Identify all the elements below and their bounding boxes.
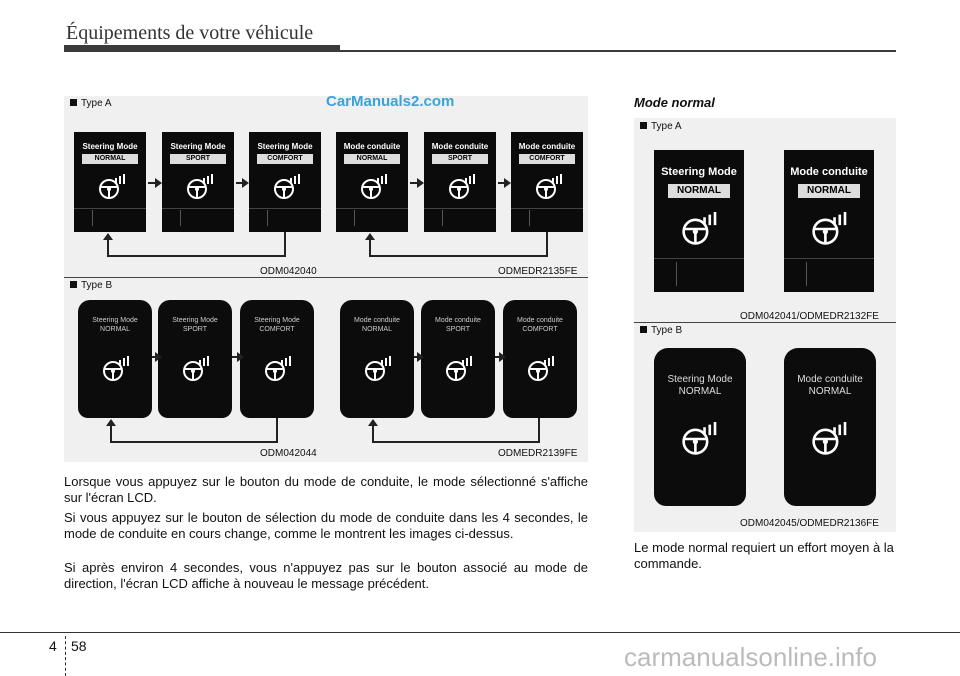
feedback-arrow [372, 425, 374, 443]
steering-wheel-icon [808, 212, 848, 246]
screen-title: Steering Mode NORMAL [667, 374, 733, 397]
feedback-arrow-head [103, 233, 113, 240]
header-rule [64, 50, 896, 52]
arrow-right [414, 356, 418, 358]
screen-mode: SPORT [432, 154, 488, 164]
screen-mode: NORMAL [668, 184, 730, 198]
screen-title: Steering Mode [170, 142, 226, 151]
feedback-arrow-head [106, 419, 116, 426]
body-paragraph: Lorsque vous appuyez sur le bouton du mode de conduite, le mode sélectionné s'affiche sur l'écran LCD. [64, 474, 588, 505]
steering-wheel-icon [262, 356, 292, 382]
arrow-right [236, 182, 243, 184]
divider [267, 210, 268, 226]
screen-title: Mode conduite COMFORT [517, 317, 563, 333]
divider [74, 208, 146, 209]
feedback-arrow [276, 418, 278, 442]
body-paragraph: Si vous appuyez sur le bouton de sélection du mode de conduite dans les 4 secondes, le mode de conduite en cours change, comme le montrent les images ci-dessus. [64, 510, 588, 541]
steering-wheel-icon [678, 422, 718, 456]
screen-type-b-en-sport [158, 300, 232, 418]
screen-title: Mode conduite SPORT [435, 317, 481, 333]
screen-title: Steering Mode SPORT [172, 317, 218, 333]
screen-title: Mode conduite [790, 166, 868, 178]
divider [354, 210, 355, 226]
screen-title: Mode conduite [431, 142, 489, 151]
feedback-arrow [369, 255, 548, 257]
screen-type-a-en-comfort [249, 132, 321, 232]
screen-title: Steering Mode [257, 142, 313, 151]
feedback-arrow [107, 239, 109, 257]
figure-divider [634, 322, 896, 323]
page-header-title: Équipements de votre véhicule [66, 22, 314, 44]
screen-type-a-fr-normal [336, 132, 408, 232]
figure-divider [64, 277, 588, 278]
feedback-arrow [369, 239, 371, 257]
divider [676, 262, 677, 286]
steering-wheel-icon [443, 356, 473, 382]
divider [784, 258, 874, 259]
steering-wheel-icon [678, 212, 718, 246]
screen-mode: NORMAL [344, 154, 400, 164]
screen-title: Mode conduite NORMAL [354, 317, 400, 333]
feedback-arrow-head [365, 233, 375, 240]
arrow-right [498, 182, 505, 184]
figure-code: ODM042040 [260, 266, 317, 277]
feedback-arrow [110, 441, 278, 443]
section-paragraph: Le mode normal requiert un effort moyen à la commande. [634, 540, 894, 571]
page-divider [65, 636, 66, 676]
divider [442, 210, 443, 226]
steering-wheel-icon [180, 356, 210, 382]
section-title: Mode normal [634, 95, 715, 110]
steering-wheel-icon [271, 174, 301, 200]
screen-title: Steering Mode [661, 166, 737, 178]
screen-mode: COMFORT [519, 154, 575, 164]
steering-wheel-icon [808, 422, 848, 456]
divider [806, 262, 807, 286]
arrow-right [495, 356, 500, 358]
screen-title: Steering Mode NORMAL [92, 317, 138, 333]
screen-mode: COMFORT [257, 154, 313, 164]
screen-type-a-en-sport [162, 132, 234, 232]
screen-normal-type-a-fr [784, 150, 874, 292]
screen-type-b-fr-normal [340, 300, 414, 418]
divider [511, 208, 583, 209]
figure-code: ODMEDR2135FE [498, 266, 578, 277]
screen-type-a-fr-sport [424, 132, 496, 232]
screen-normal-type-a-en [654, 150, 744, 292]
figure-code: ODM042045/ODMEDR2136FE [740, 518, 879, 529]
screen-normal-type-b-fr [784, 348, 876, 506]
steering-wheel-icon [358, 174, 388, 200]
screen-title: Steering Mode [82, 142, 138, 151]
feedback-arrow [372, 441, 540, 443]
screen-type-b-en-normal [78, 300, 152, 418]
feedback-arrow [538, 418, 540, 442]
site-watermark: carmanualsonline.info [624, 642, 877, 672]
divider [92, 210, 93, 226]
divider [180, 210, 181, 226]
watermark: CarManuals2.com [326, 93, 455, 110]
screen-mode: NORMAL [798, 184, 860, 198]
divider [529, 210, 530, 226]
divider [654, 258, 744, 259]
divider [249, 208, 321, 209]
screen-type-b-fr-sport [421, 300, 495, 418]
steering-wheel-icon [184, 174, 214, 200]
right-type-b-label: Type B [640, 325, 682, 336]
screen-mode: SPORT [170, 154, 226, 164]
feedback-arrow [546, 232, 548, 256]
feedback-arrow [110, 425, 112, 443]
steering-wheel-icon [362, 356, 392, 382]
arrow-right [152, 356, 156, 358]
feedback-arrow [107, 255, 286, 257]
chapter-number: 4 [49, 638, 57, 654]
figure-code: ODM042041/ODMEDR2132FE [740, 311, 879, 322]
steering-wheel-icon [525, 356, 555, 382]
steering-wheel-icon [446, 174, 476, 200]
figure-code: ODMEDR2139FE [498, 448, 578, 459]
screen-title: Steering Mode COMFORT [254, 317, 300, 333]
body-paragraph: Si après environ 4 secondes, vous n'appuyez pas sur le bouton associé au mode de direction, l'écran LCD affiche à nouveau le message précédent. [64, 560, 588, 591]
screen-type-a-fr-comfort [511, 132, 583, 232]
steering-wheel-icon [100, 356, 130, 382]
divider [424, 208, 496, 209]
right-type-a-label: Type A [640, 121, 682, 132]
steering-wheel-icon [96, 174, 126, 200]
feedback-arrow-head [368, 419, 378, 426]
screen-normal-type-b-en [654, 348, 746, 506]
screen-mode: NORMAL [82, 154, 138, 164]
arrow-right [148, 182, 156, 184]
left-type-a-label: Type A [70, 98, 112, 109]
left-type-b-label: Type B [70, 280, 112, 291]
screen-title: Mode conduite [343, 142, 401, 151]
figure-code: ODM042044 [260, 448, 317, 459]
footer-rule [0, 632, 960, 633]
screen-type-a-en-normal [74, 132, 146, 232]
steering-wheel-icon [533, 174, 563, 200]
feedback-arrow [284, 232, 286, 256]
screen-type-b-fr-comfort [503, 300, 577, 418]
page-number: 58 [71, 638, 87, 654]
screen-type-b-en-comfort [240, 300, 314, 418]
divider [336, 208, 408, 209]
arrow-right [410, 182, 418, 184]
screen-title: Mode conduite [518, 142, 576, 151]
arrow-right [232, 356, 238, 358]
divider [162, 208, 234, 209]
screen-title: Mode conduite NORMAL [797, 374, 863, 397]
